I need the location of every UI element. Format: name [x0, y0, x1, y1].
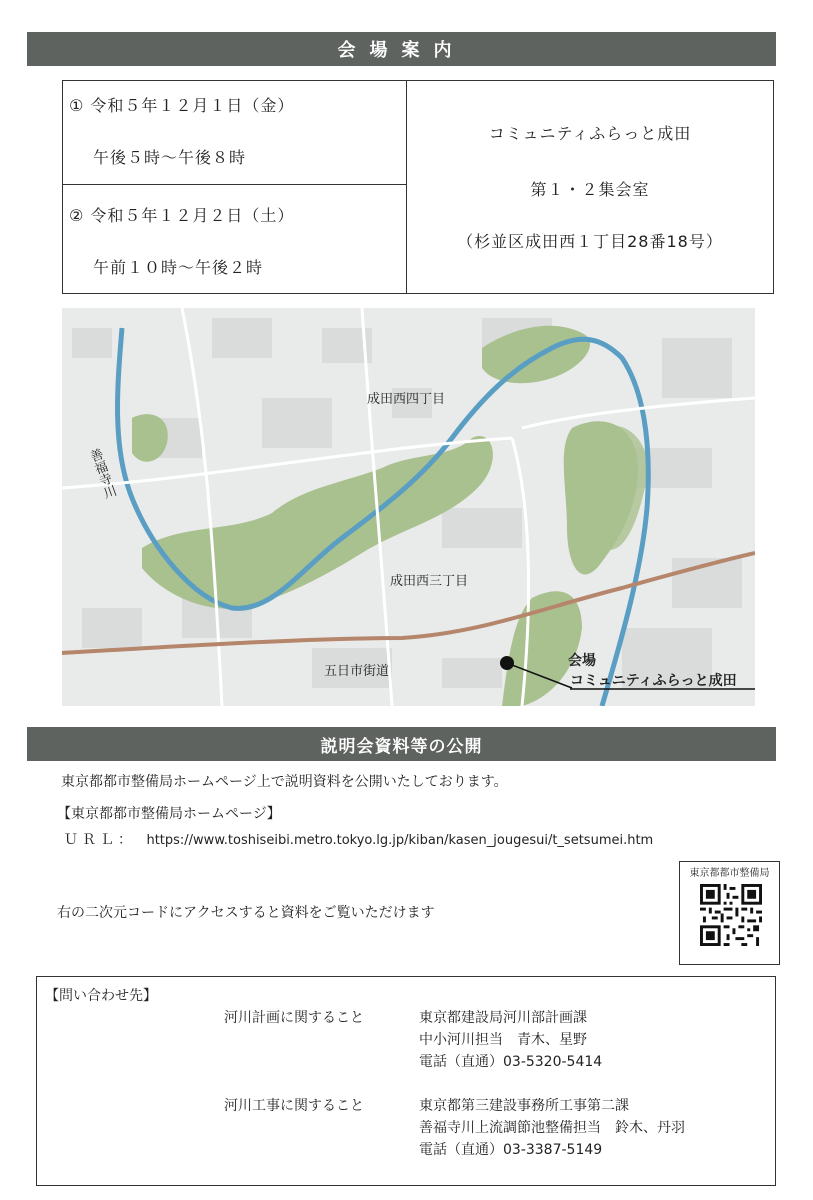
map-label-zenpukuji-river: 善福寺川 — [85, 447, 118, 501]
venue-map — [62, 308, 755, 706]
contact-2-staff: 善福寺川上流調節池整備担当 鈴木、丹羽 — [419, 1120, 685, 1136]
venue-info — [407, 81, 773, 293]
url-label: ＵＲＬ： — [64, 832, 136, 848]
contact-box — [36, 976, 776, 1186]
venue-section-header: 会場案内 — [27, 32, 776, 66]
venue-table — [62, 80, 774, 294]
qr-box[interactable] — [679, 861, 780, 965]
map-label-itsukaichi-kaido: 五日市街道 — [324, 664, 390, 679]
session-1-date: ① 令和５年１２月１日（金） — [69, 96, 295, 115]
venue-name: コミュニティふらっと成田 — [488, 124, 692, 143]
session-column — [63, 81, 407, 293]
contact-1-staff: 中小河川担当 青木、星野 — [419, 1032, 587, 1048]
contact-2-dept: 東京都第三建設事務所工事第二課 — [419, 1098, 629, 1114]
session-2-date: ② 令和５年１２月２日（土） — [69, 206, 295, 225]
contact-1-dept: 東京都建設局河川部計画課 — [419, 1010, 587, 1026]
session-1-time: 午後５時～午後８時 — [93, 148, 247, 167]
venue-room: 第１・２集会室 — [530, 180, 650, 199]
session-2 — [63, 185, 406, 293]
contact-2-topic: 河川工事に関すること — [224, 1098, 364, 1114]
map-label-venue-name: コミュニティふらっと成田 — [570, 673, 737, 689]
contact-title: 【問い合わせ先】 — [45, 988, 157, 1004]
map-label-venue: 会場 — [568, 653, 596, 669]
url-row — [64, 829, 653, 849]
contact-2-phone: 電話（直通）03-3387-5149 — [419, 1142, 603, 1158]
session-2-time: 午前１０時～午後２時 — [93, 258, 264, 277]
venue-address: （杉並区成田西１丁目28番18号） — [457, 232, 723, 251]
contact-1-topic: 河川計画に関すること — [224, 1010, 364, 1026]
publication-intro: 東京都都市整備局ホームページ上で説明資料を公開いたしております。 — [61, 774, 508, 790]
site-title: 【東京都都市整備局ホームページ】 — [57, 806, 281, 822]
map-label-narita-nishi-4: 成田西四丁目 — [367, 392, 446, 407]
map-label-narita-nishi-3: 成田西三丁目 — [390, 574, 469, 589]
contact-1-phone: 電話（直通）03-5320-5414 — [419, 1054, 603, 1070]
qr-caption: 東京都都市整備局 — [689, 868, 770, 879]
publication-section-header: 説明会資料等の公開 — [27, 727, 776, 761]
qr-code-icon[interactable] — [700, 884, 762, 946]
url-link[interactable]: https://www.toshiseibi.metro.tokyo.lg.jp/kiban/kasen_jougesui/t_setsumei.htm — [146, 833, 654, 848]
qr-note: 右の二次元コードにアクセスすると資料をご覧いただけます — [57, 905, 435, 921]
session-1 — [63, 81, 406, 185]
map-graphic — [62, 308, 755, 706]
